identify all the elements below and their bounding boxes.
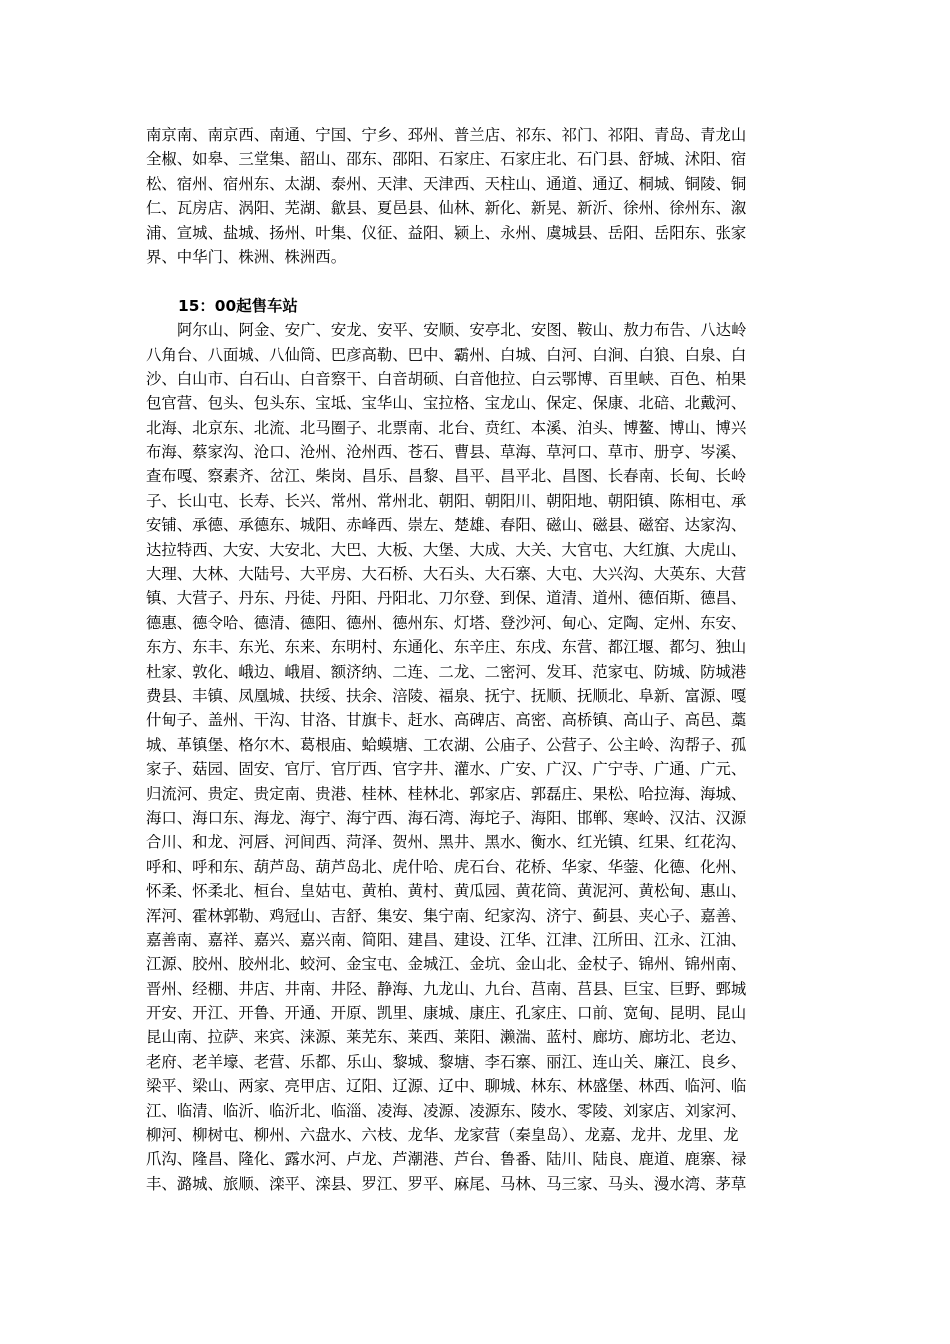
text-line: 仁、瓦房店、涡阳、芜湖、歙县、夏邑县、仙林、新化、新晃、新沂、徐州、徐州东、溆 <box>146 199 747 218</box>
text-line: 合川、和龙、河唇、河间西、菏泽、贺州、黑井、黑水、衡水、红光镇、红果、红花沟、 <box>146 833 747 852</box>
text-line: 安铺、承德、承德东、城阳、赤峰西、崇左、楚雄、春阳、磁山、磁县、磁窑、达家沟、 <box>146 516 747 535</box>
text-line: 八角台、八面城、八仙筒、巴彦高勒、巴中、霸州、白城、白河、白涧、白狼、白泉、白 <box>146 345 747 364</box>
text-line: 查布嘎、察素齐、岔江、柴岗、昌乐、昌黎、昌平、昌平北、昌图、长春南、长甸、长岭 <box>146 467 747 486</box>
text-line: 阿尔山、阿金、安广、安龙、安平、安顺、安亭北、安图、鞍山、敖力布告、八达岭 <box>177 321 747 340</box>
text-line: 怀柔、怀柔北、桓台、皇姑屯、黄柏、黄村、黄瓜园、黄花筒、黄泥河、黄松甸、惠山、 <box>146 882 747 901</box>
text-line: 归流河、贵定、贵定南、贵港、桂林、桂林北、郭家店、郭磊庄、果松、哈拉海、海城、 <box>146 784 747 803</box>
paragraph-station-list-1 <box>146 123 808 269</box>
text-line: 丰、潞城、旅顺、滦平、滦县、罗江、罗平、麻尾、马林、马三家、马头、漫水湾、茅草 <box>146 1174 747 1193</box>
text-line: 嘉善南、嘉祥、嘉兴、嘉兴南、简阳、建昌、建设、江华、江津、江所田、江永、江油、 <box>146 930 747 949</box>
text-line: 昆山南、拉萨、来宾、涞源、莱芜东、莱西、莱阳、濑湍、蓝村、廊坊、廊坊北、老边、 <box>146 1028 747 1047</box>
text-line: 大理、大林、大陆号、大平房、大石桥、大石头、大石寨、大屯、大兴沟、大英东、大营 <box>146 565 747 584</box>
document-page <box>146 123 808 1196</box>
text-line: 镇、大营子、丹东、丹徒、丹阳、丹阳北、刀尔登、到保、道清、道州、德佰斯、德昌、 <box>146 589 747 608</box>
text-line: 江源、胶州、胶州北、蛟河、金宝屯、金城江、金坑、金山北、金杖子、锦州、锦州南、 <box>146 955 747 974</box>
text-line: 北海、北京东、北流、北马圈子、北票南、北台、贲红、本溪、泊头、博鳌、博山、博兴 <box>146 418 747 437</box>
text-line: 老府、老羊壕、老营、乐都、乐山、黎城、黎塘、李石寨、丽江、连山关、廉江、良乡、 <box>146 1052 747 1071</box>
text-line: 达拉特西、大安、大安北、大巴、大板、大堡、大成、大关、大官屯、大红旗、大虎山、 <box>146 540 747 559</box>
text-line: 沙、白山市、白石山、白音察干、白音胡硕、白音他拉、白云鄂博、百里峡、百色、柏果 <box>146 369 747 388</box>
text-line: 柳河、柳树屯、柳州、六盘水、六枝、龙华、龙家营（秦皇岛）、龙嘉、龙井、龙里、龙 <box>146 1126 739 1145</box>
text-line: 德惠、德令哈、德清、德阳、德州、德州东、灯塔、登沙河、甸心、定陶、定州、东安、 <box>146 613 747 632</box>
text-line: 城、革镇堡、格尔木、葛根庙、蛤蟆塘、工农湖、公庙子、公营子、公主岭、沟帮子、孤 <box>146 735 747 754</box>
text-line: 浦、宣城、盐城、扬州、叶集、仪征、益阳、颍上、永州、虞城县、岳阳、岳阳东、张家 <box>146 223 747 242</box>
text-line: 海口、海口东、海龙、海宁、海宁西、海石湾、海坨子、海阳、邯郸、寒岭、汉沽、汉源 <box>146 808 747 827</box>
text-line: 南京南、南京西、南通、宁国、宁乡、邳州、普兰店、祁东、祁门、祁阳、青岛、青龙山 <box>146 126 747 144</box>
text-line: 界、中华门、株洲、株洲西。 <box>146 247 347 266</box>
paragraph-spacer <box>146 269 808 293</box>
text-line: 爪沟、隆昌、隆化、露水河、卢龙、芦潮港、芦台、鲁番、陆川、陆良、鹿道、鹿寨、禄 <box>146 1150 747 1169</box>
text-line: 家子、菇园、固安、官厅、官厅西、官字井、灌水、广安、广汉、广宁寺、广通、广元、 <box>146 760 747 779</box>
text-line: 布海、蔡家沟、沧口、沧州、沧州西、苍石、曹县、草海、草河口、草市、册亨、岑溪、 <box>146 443 747 462</box>
text-line: 子、长山屯、长寿、长兴、常州、常州北、朝阳、朝阳川、朝阳地、朝阳镇、陈相屯、承 <box>146 491 747 510</box>
text-line: 松、宿州、宿州东、太湖、泰州、天津、天津西、天柱山、通道、通辽、桐城、铜陵、铜 <box>146 174 747 193</box>
text-line: 东方、东丰、东光、东来、东明村、东通化、东辛庄、东戌、东营、都江堰、都匀、独山 <box>146 638 747 657</box>
text-line: 江、临清、临沂、临沂北、临淄、凌海、凌源、凌源东、陵水、零陵、刘家店、刘家河、 <box>146 1101 747 1120</box>
text-line: 什甸子、盖州、干沟、甘洛、甘旗卡、赶水、高碑店、高密、高桥镇、高山子、高邑、藁 <box>146 711 747 730</box>
text-line: 梁平、梁山、两家、亮甲店、辽阳、辽源、辽中、聊城、林东、林盛堡、林西、临河、临 <box>146 1077 747 1096</box>
text-line: 杜家、敦化、峨边、峨眉、额济纳、二连、二龙、二密河、发耳、范家屯、防城、防城港 <box>146 662 747 681</box>
text-line: 浑河、霍林郭勒、鸡冠山、吉舒、集安、集宁南、纪家沟、济宁、蓟县、夹心子、嘉善、 <box>146 906 747 925</box>
text-line: 包官营、包头、包头东、宝坻、宝华山、宝拉格、宝龙山、保定、保康、北碚、北戴河、 <box>146 394 747 413</box>
section-heading: 15：00起售车站 <box>178 296 298 315</box>
text-line: 呼和、呼和东、葫芦岛、葫芦岛北、虎什哈、虎石台、花桥、华家、华蓥、化德、化州、 <box>146 857 747 876</box>
paragraph-station-list-2 <box>146 318 808 1196</box>
text-line: 费县、丰镇、凤凰城、扶绥、扶余、涪陵、福泉、抚宁、抚顺、抚顺北、阜新、富源、嘎 <box>146 686 747 705</box>
text-line: 全椒、如皋、三堂集、韶山、邵东、邵阳、石家庄、石家庄北、石门县、舒城、沭阳、宿 <box>146 150 747 169</box>
text-line: 开安、开江、开鲁、开通、开原、凯里、康城、康庄、孔家庄、口前、宽甸、昆明、昆山 <box>146 1004 747 1023</box>
text-line: 晋州、经棚、井店、井南、井陉、静海、九龙山、九台、莒南、莒县、巨宝、巨野、鄄城 <box>146 979 747 998</box>
